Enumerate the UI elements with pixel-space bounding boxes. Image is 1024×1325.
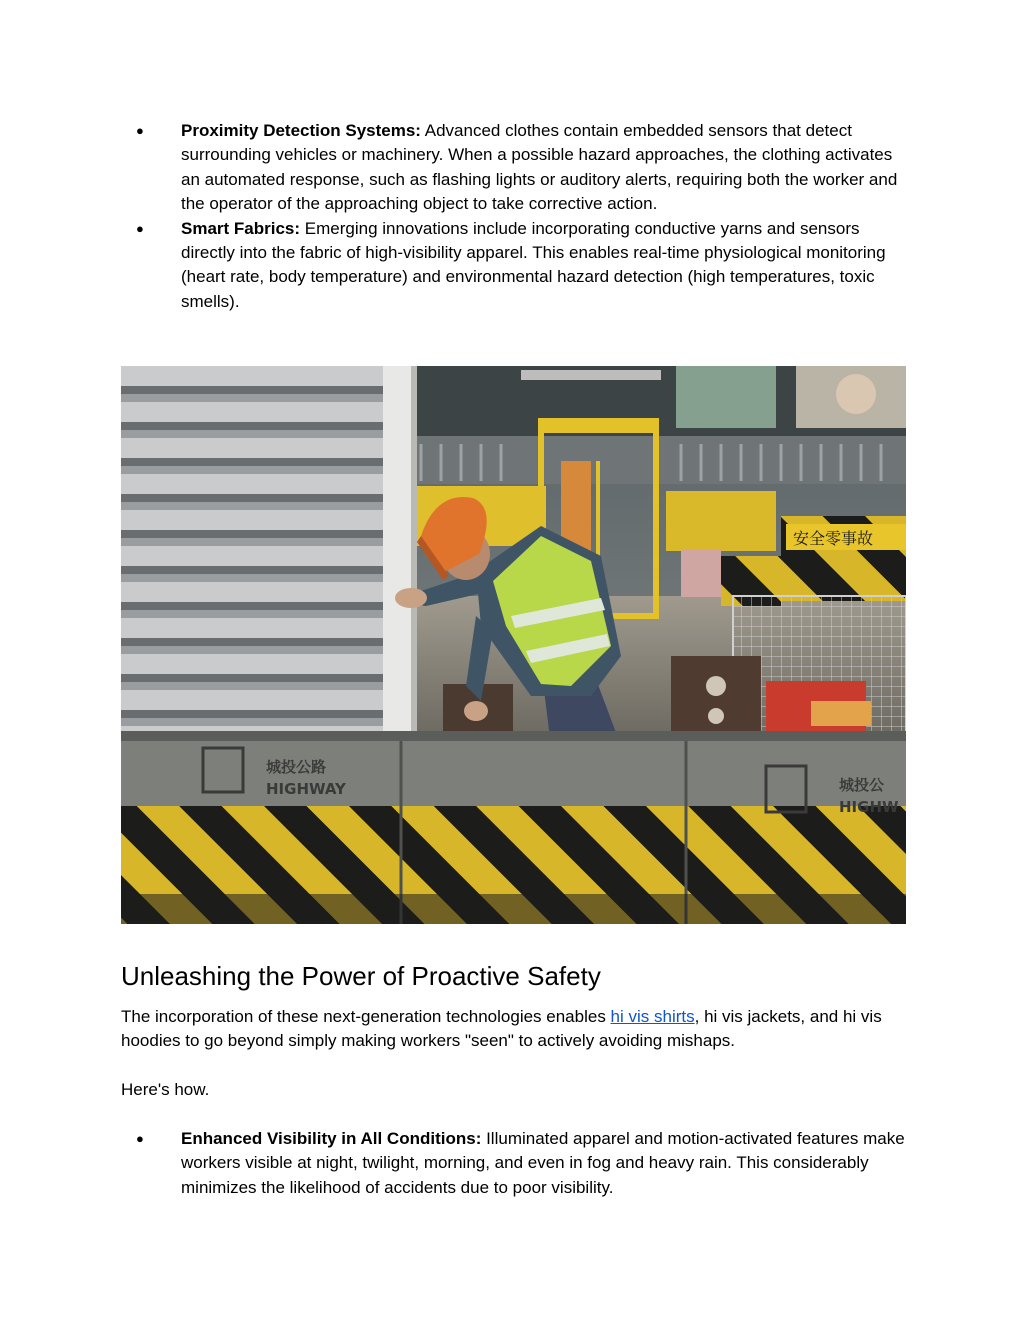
bullet-icon: ● (136, 220, 144, 236)
barrier-sign-right: 城投公 (839, 776, 885, 794)
intro-text-after: , hi vis jackets, and hi vis hoodies to go beyond simply making workers "seen" to actively avoiding mishaps. (121, 1007, 882, 1051)
feature-list (120, 119, 910, 314)
barrier-highway-right: HIGHW (839, 798, 899, 816)
list-item-term: Proximity Detection Systems: (181, 121, 421, 140)
intro-text-before: The incorporation of these next-generation technologies enables (121, 1007, 611, 1026)
barrier-highway-left: HIGHWAY (266, 780, 346, 798)
section-heading: Unleashing the Power of Proactive Safety (121, 961, 601, 991)
list-item-term: Enhanced Visibility in All Conditions: (181, 1129, 482, 1148)
hi-vis-shirts-link[interactable]: hi vis shirts (610, 1007, 695, 1026)
list-item (120, 217, 910, 315)
list-item-term: Smart Fabrics: (181, 218, 301, 238)
bullet-icon: ● (136, 123, 144, 138)
benefit-list (120, 1127, 910, 1200)
heres-how-paragraph: Here's how. (121, 1080, 210, 1099)
list-item (120, 1127, 910, 1200)
construction-worker-photo (121, 366, 906, 924)
bullet-icon: ● (136, 1131, 144, 1146)
list-item (120, 119, 910, 217)
list-item-text: Advanced clothes contain embedded sensors that detect surrounding vehicles or machinery. When a possible hazard approaches, the clothing activates an automated response, such as flashing lights or auditory alerts, requiring both the worker and the operator of the approaching object to take corrective action. (181, 121, 898, 214)
list-item-text: Emerging innovations include incorporating conductive yarns and sensors directly into the fabric of high-visibility apparel. This enables real-time physiological monitoring (heart rate, body temperature) and environmental hazard detection (high temperatures, toxic smells). (181, 218, 886, 311)
list-item-text: Illuminated apparel and motion-activated features make workers visible at night, twilight, morning, and even in fog and heavy rain. This considerably minimizes the likelihood of accidents due to poor visibility. (181, 1129, 905, 1197)
intro-paragraph (121, 1005, 911, 1054)
barrier-sign-left: 城投公路 (266, 758, 327, 776)
safety-sign-text: 安全零事故 (793, 529, 874, 548)
